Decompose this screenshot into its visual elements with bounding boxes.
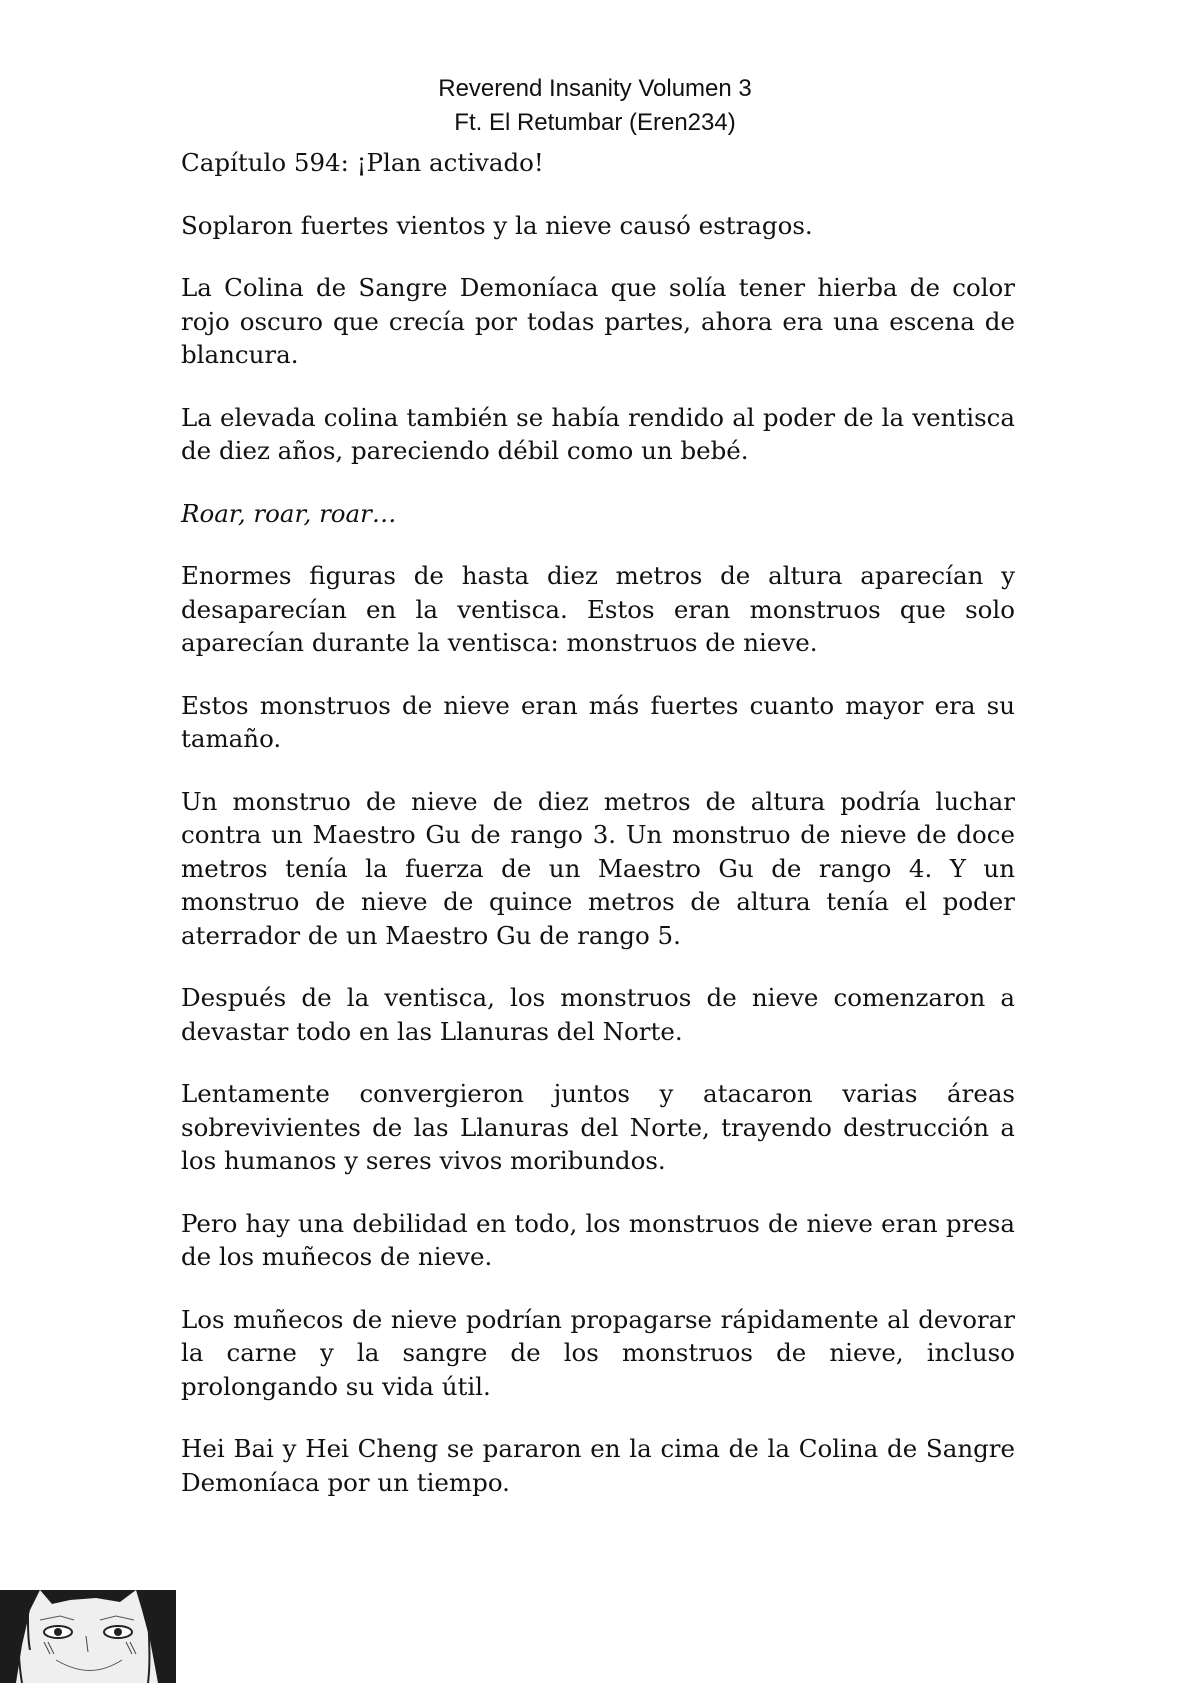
paragraph: La elevada colina también se había rendido al poder de la ventisca de diez años, pareciendo débil como un bebé. — [181, 402, 1015, 465]
paragraph: Enormes figuras de hasta diez metros de altura aparecían y desaparecían en la ventisca. Estos eran monstruos que solo aparecían durante la ventisca: monstruos de nieve. — [181, 561, 1015, 657]
page-header — [0, 72, 1190, 140]
paragraph: Pero hay una debilidad en todo, los monstruos de nieve eran presa de los muñecos de nieve. — [181, 1208, 1015, 1271]
paragraph: Los muñecos de nieve podrían propagarse rápidamente al devorar la carne y la sangre de los monstruos de nieve, incluso prolongando su vida útil. — [181, 1304, 1015, 1401]
paragraph: Soplaron fuertes vientos y la nieve causó estragos. — [181, 210, 813, 240]
manga-portrait-illustration — [0, 1590, 176, 1683]
chapter-title: Capítulo 594: ¡Plan activado! — [181, 148, 544, 177]
paragraph-italic: Roar, roar, roar… — [181, 498, 397, 528]
header-book-title: Reverend Insanity Volumen 3 — [438, 75, 752, 102]
paragraph: Hei Bai y Hei Cheng se pararon en la cima de la Colina de Sangre Demoníaca por un tiempo. — [181, 1434, 1015, 1497]
paragraph: Lentamente convergieron juntos y atacaron varias áreas sobrevivientes de las Llanuras del Norte, trayendo destrucción a los humanos y seres vivos moribundos. — [181, 1079, 1015, 1175]
header-translator-credit: Ft. El Retumbar (Eren234) — [454, 109, 736, 136]
paragraph: Después de la ventisca, los monstruos de nieve comenzaron a devastar todo en las Llanuras del Norte. — [181, 983, 1015, 1046]
paragraph: Un monstruo de nieve de diez metros de altura podría luchar contra un Maestro Gu de rango 3. Un monstruo de nieve de doce metros tenía la fuerza de un Maestro Gu de rango 4. Y un monstruo de nieve de quince metros de altura tenía el poder aterrador de un Maestro Gu de rango 5. — [181, 786, 1015, 950]
paragraph: La Colina de Sangre Demoníaca que solía tener hierba de color rojo oscuro que crecía por todas partes, ahora era una escena de blancura. — [181, 273, 1015, 369]
paragraph: Estos monstruos de nieve eran más fuertes cuanto mayor era su tamaño. — [181, 690, 1015, 753]
chapter-content — [181, 146, 1015, 1528]
